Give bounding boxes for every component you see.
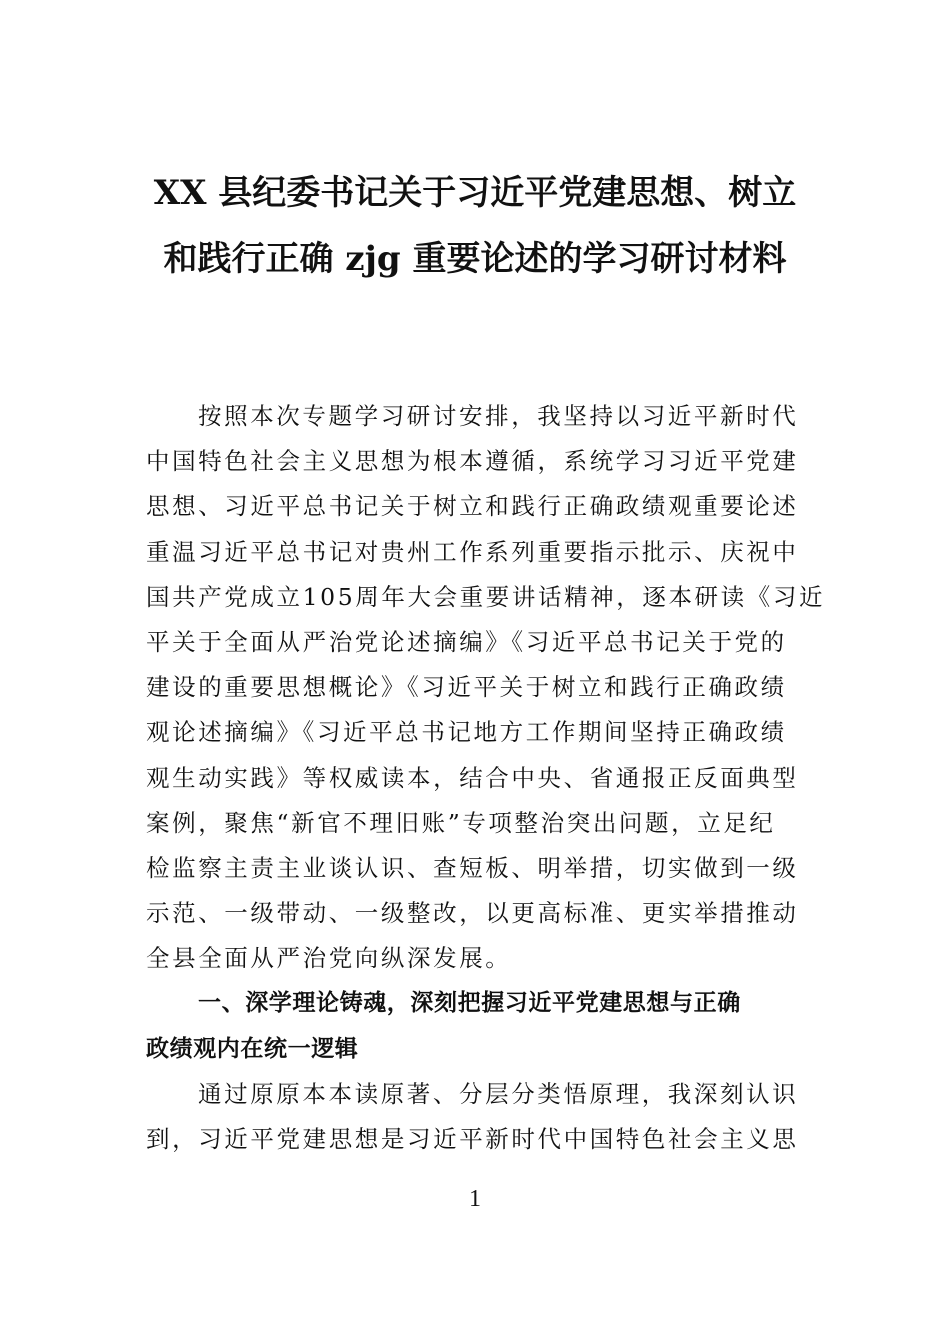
page-number: 1 (469, 1186, 481, 1212)
document-title (140, 160, 810, 292)
paragraph-line: 国共产党成立105周年大会重要讲话精神，逐本研读《习近 (146, 582, 826, 611)
paragraph-line: 按照本次专题学习研讨安排，我坚持以习近平新时代 (198, 402, 799, 430)
paragraph-line: 示范、一级带动、一级整改，以更高标准、更实举措推动 (146, 899, 799, 928)
paragraph-line: 到，习近平党建思想是习近平新时代中国特色社会主义思 (146, 1125, 799, 1153)
paragraph-line: 检监察主责主业谈认识、查短板、明举措，切实做到一级 (146, 853, 799, 882)
title-line-2: 和践行正确 zjg 重要论述的学习研讨材料 (163, 239, 787, 279)
document-body (146, 394, 826, 1162)
title-line-1: XX 县纪委书记关于习近平党建思想、树立 (153, 173, 797, 213)
heading-line-2: 政绩观内在统一逻辑 (146, 1035, 359, 1062)
intro-paragraph (146, 394, 826, 981)
paragraph-line: 中国特色社会主义思想为根本遵循，系统学习习近平党建 (146, 447, 799, 476)
section-1-heading (146, 981, 806, 1071)
paragraph-line: 通过原原本本读原著、分层分类悟原理，我深刻认识 (198, 1079, 799, 1108)
paragraph-line: 全县全面从严治党向纵深发展。 (146, 944, 512, 973)
paragraph-line: 观生动实践》等权威读本，结合中央、省通报正反面典型 (146, 763, 799, 792)
paragraph-line: 重温习近平总书记对贵州工作系列重要指示批示、庆祝中 (146, 537, 799, 566)
paragraph-line: 建设的重要思想概论》《习近平关于树立和践行正确政绩 (146, 673, 787, 702)
section-1-paragraph (146, 1072, 806, 1162)
paragraph-line: 平关于全面从严治党论述摘编》《习近平总书记关于党的 (146, 627, 787, 656)
paragraph-line: 思想、习近平总书记关于树立和践行正确政绩观重要论述 (146, 492, 799, 521)
heading-line-1: 一、深学理论铸魂，深刻把握习近平党建思想与正确 (198, 990, 741, 1017)
paragraph-line: 案例，聚焦“新官不理旧账”专项整治突出问题，立足纪 (146, 808, 776, 837)
paragraph-line: 观论述摘编》《习近平总书记地方工作期间坚持正确政绩 (146, 718, 787, 747)
